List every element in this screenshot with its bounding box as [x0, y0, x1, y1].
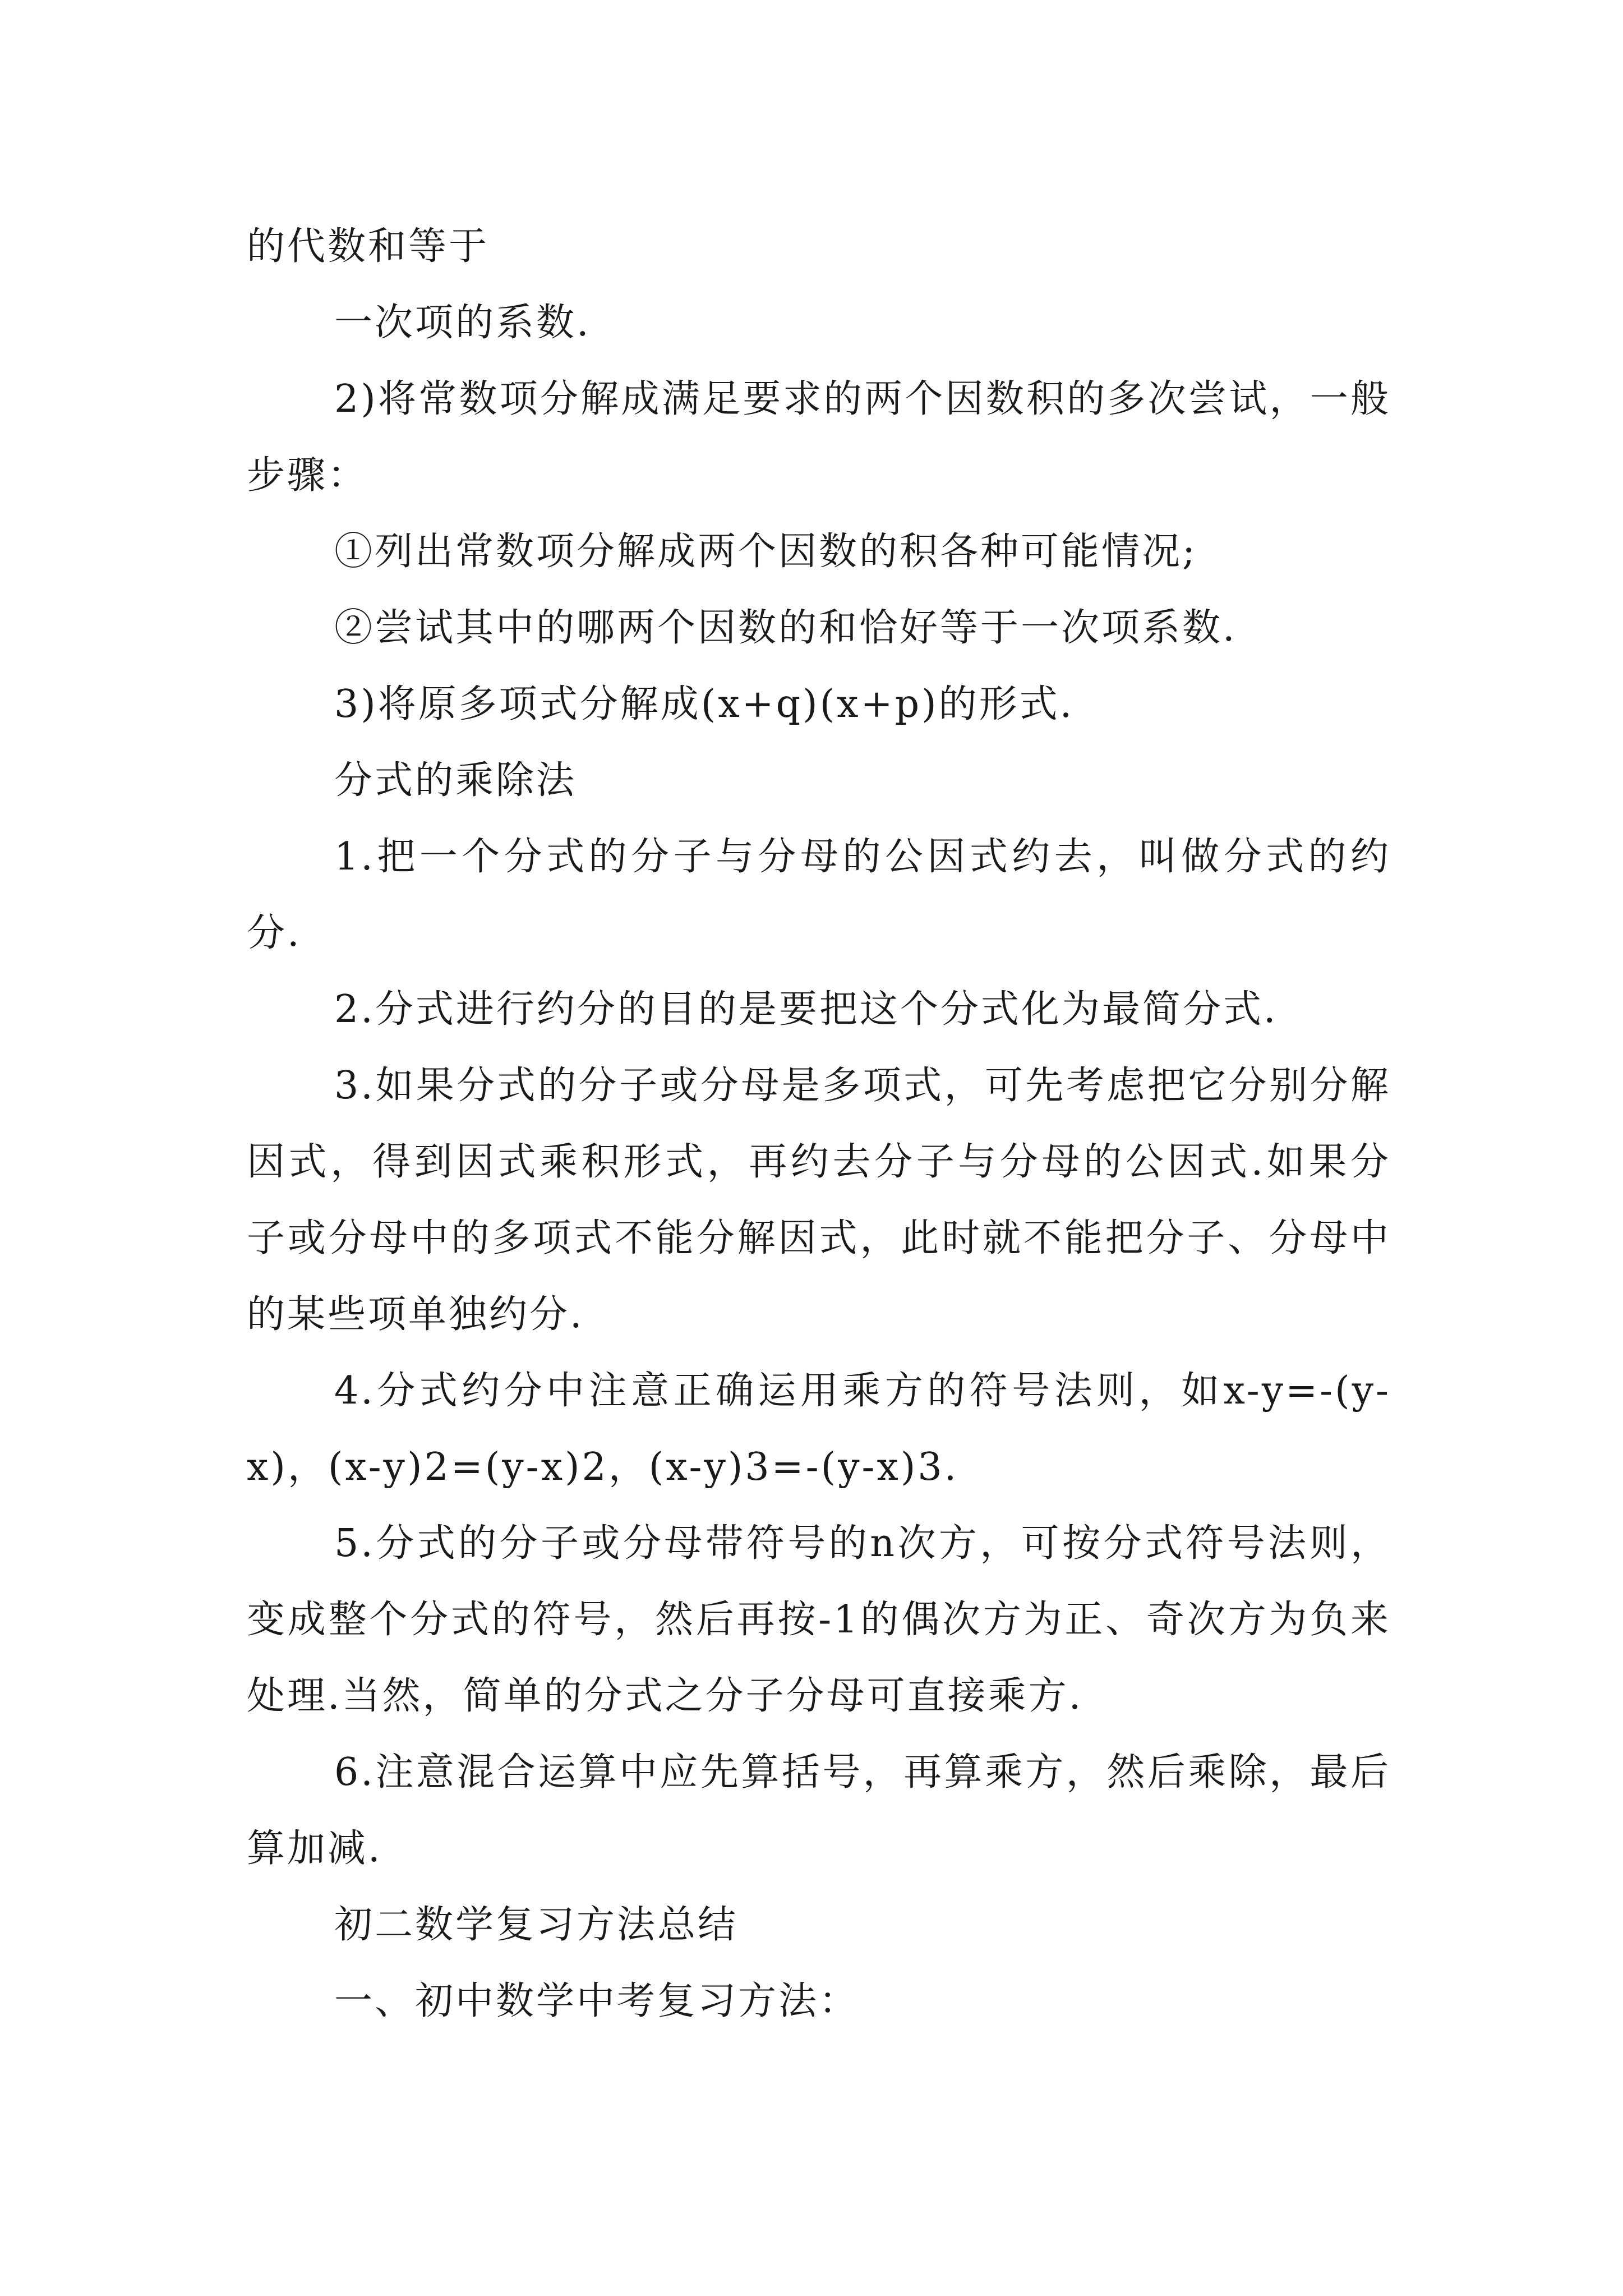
paragraph-6: 3)将原多项式分解成(x+q)(x+p)的形式. — [334, 682, 1075, 726]
section-heading-fraction-multiplication: 分式的乘除法 — [334, 758, 577, 803]
paragraph-5: ②尝试其中的哪两个因数的和恰好等于一次项系数. — [334, 606, 1237, 650]
paragraph-4: ①列出常数项分解成两个因数的积各种可能情况; — [334, 530, 1197, 574]
paragraph-3: 2)将常数项分解成满足要求的两个因数积的多次尝试，一般步骤： — [247, 377, 1391, 498]
paragraph-8: 1.把一个分式的分子与分母的公因式约去，叫做分式的约分. — [247, 835, 1391, 955]
section-heading-exam-review-methods: 一、初中数学中考复习方法： — [334, 1979, 860, 2023]
paragraph-10: 3.如果分式的分子或分母是多项式，可先考虑把它分别分解因式，得到因式乘积形式，再约去分子与分母的公因式.如果分子或分母中的多项式不能分解因式，此时就不能把分子、分母中的某些项单独约分. — [247, 1064, 1391, 1337]
paragraph-11: 4.分式约分中注意正确运用乘方的符号法则，如x-y=-(y-x)，(x-y)2=(y-x)2，(x-y)3=-(y-x)3. — [247, 1369, 1391, 1489]
section-heading-review-summary: 初二数学复习方法总结 — [334, 1903, 739, 1947]
paragraph-13: 6.注意混合运算中应先算括号，再算乘方，然后乘除，最后算加减. — [247, 1750, 1391, 1871]
paragraph-1: 的代数和等于 — [247, 224, 490, 269]
document-body — [247, 209, 1391, 2040]
paragraph-2: 一次项的系数. — [334, 301, 591, 345]
paragraph-9: 2.分式进行约分的目的是要把这个分式化为最简分式. — [334, 987, 1278, 1032]
paragraph-12: 5.分式的分子或分母带符号的n次方，可按分式符号法则，变成整个分式的符号，然后再按-1的偶次方为正、奇次方为负来处理.当然，简单的分式之分子分母可直接乘方. — [247, 1521, 1391, 1718]
